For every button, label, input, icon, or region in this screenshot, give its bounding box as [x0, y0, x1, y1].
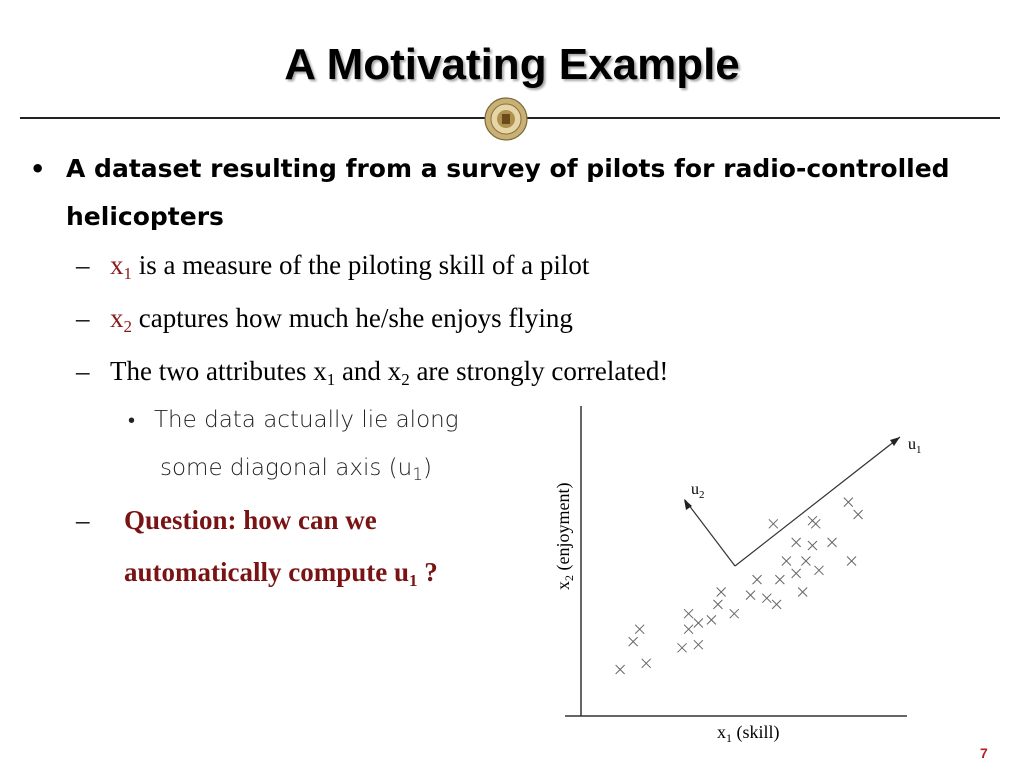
- university-seal-icon: [484, 97, 528, 141]
- data-point: [798, 588, 807, 597]
- data-point: [775, 575, 784, 584]
- data-point: [782, 557, 791, 566]
- bullet-dot: •: [30, 155, 46, 183]
- data-point: [792, 569, 801, 578]
- sub-sub-bullet-line2: some diagonal axis $(u_1)$: [160, 455, 433, 485]
- question-line2: automatically compute $u_1$ ?: [124, 557, 438, 590]
- main-bullet: [30, 145, 990, 241]
- u1-label: $u_1$: [908, 436, 922, 456]
- data-point: [808, 541, 817, 550]
- data-point: [713, 600, 722, 609]
- data-point: [694, 619, 703, 628]
- data-point: [746, 591, 755, 600]
- data-point: [808, 516, 817, 525]
- data-point: [694, 640, 703, 649]
- data-point: [642, 659, 651, 668]
- x-axis-label: $x_1$ (skill): [717, 722, 780, 745]
- question-line1: – Question: how can we: [76, 505, 377, 535]
- data-point: [616, 665, 625, 674]
- data-point: [717, 588, 726, 597]
- sub-bullet-skill: – $x_1$ is a measure of the piloting skill of a pilot: [76, 250, 590, 283]
- data-point: [684, 625, 693, 634]
- u2-vector: [685, 500, 735, 566]
- u1-arrowhead: [890, 437, 900, 446]
- scatter-plot: [545, 400, 925, 750]
- data-point: [769, 519, 778, 528]
- data-point: [707, 615, 716, 624]
- data-points: [616, 498, 863, 674]
- main-bullet-text: A dataset resulting from a survey of pilots for radio-controlled helicopters: [66, 154, 950, 231]
- data-point: [847, 557, 856, 566]
- y-axis-label: $x_2$ (enjoyment): [553, 482, 576, 590]
- sub-bullet-correlated: – The two attributes $x_1$ and $x_2$ are strongly correlated!: [76, 356, 669, 389]
- data-point: [828, 538, 837, 547]
- data-point: [844, 498, 853, 507]
- data-point: [854, 510, 863, 519]
- u2-label: $u_2$: [691, 481, 705, 501]
- data-point: [772, 600, 781, 609]
- data-point: [635, 625, 644, 634]
- data-point: [801, 557, 810, 566]
- data-point: [762, 594, 771, 603]
- data-point: [730, 609, 739, 618]
- data-point: [753, 575, 762, 584]
- data-point: [792, 538, 801, 547]
- sub-sub-bullet-line1: • The data actually lie along: [128, 407, 459, 433]
- data-point: [684, 609, 693, 618]
- data-point: [629, 637, 638, 646]
- slide-title: A Motivating Example: [284, 40, 740, 89]
- u1-vector: [735, 437, 900, 566]
- data-point: [678, 643, 687, 652]
- sub-bullet-enjoyment: – $x_2$ captures how much he/she enjoys flying: [76, 303, 573, 336]
- page-number: 7: [980, 745, 988, 761]
- data-point: [814, 566, 823, 575]
